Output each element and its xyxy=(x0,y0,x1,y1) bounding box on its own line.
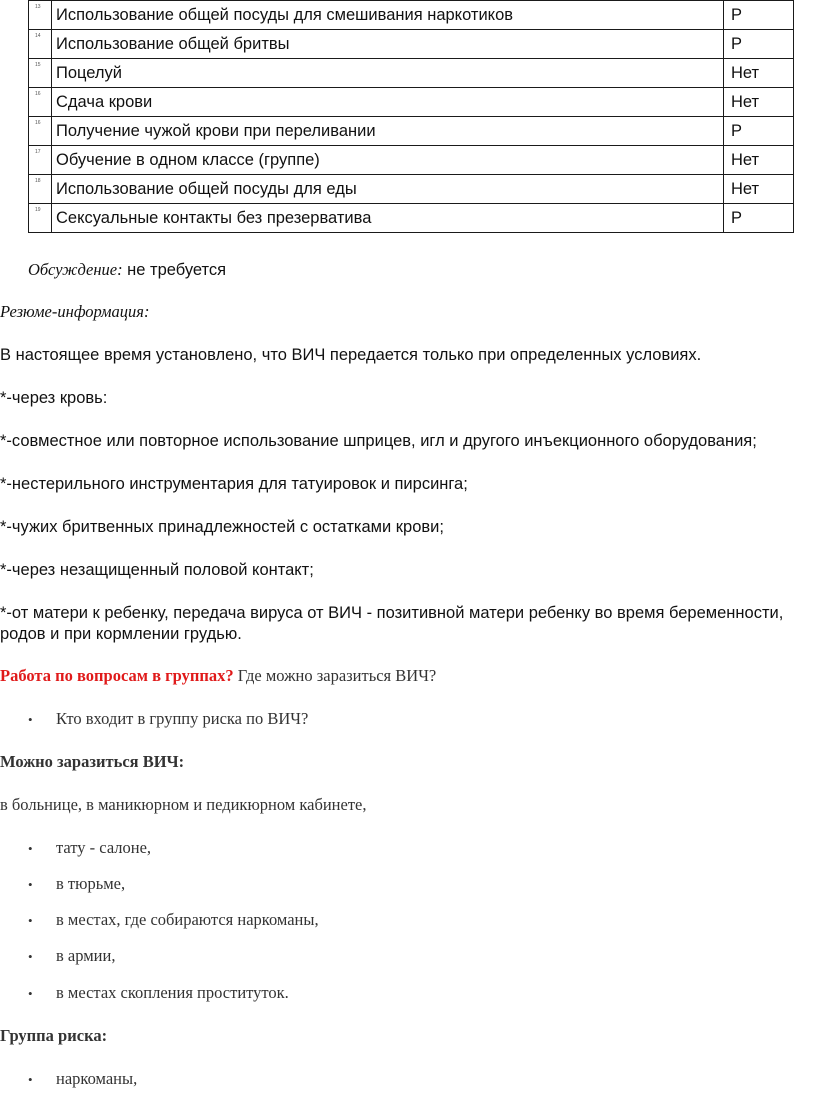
row-answer-cell: Нет xyxy=(724,59,794,88)
risk-heading: Группа риска: xyxy=(0,1026,108,1045)
infect-list-item: тату - салоне, xyxy=(56,838,152,857)
transmission-item: *-чужих бритвенных принадлежностей с остатками крови; xyxy=(0,518,444,536)
row-number: 15 xyxy=(35,62,41,68)
row-number: 17 xyxy=(35,149,41,155)
mother-transmission-line1: *-от матери к ребенку, передача вируса от ВИЧ - позитивной матери ребенку во время беременности, xyxy=(0,604,784,622)
table-row xyxy=(29,1,794,30)
bullet-icon: • xyxy=(28,949,33,964)
group-work-label: Работа по вопросам в группах? xyxy=(0,666,234,685)
row-number-cell xyxy=(29,59,52,88)
discussion-label: Обсуждение: xyxy=(28,260,123,279)
row-number: 19 xyxy=(35,207,41,213)
risk-list-item: наркоманы, xyxy=(56,1069,138,1088)
summary-label-text: Резюме-информация: xyxy=(0,302,150,321)
row-text-cell: Использование общей посуды для еды xyxy=(52,175,724,204)
infect-heading: Можно заразиться ВИЧ: xyxy=(0,752,185,771)
row-answer-cell: Р xyxy=(724,117,794,146)
row-text-cell: Использование общей бритвы xyxy=(52,30,724,59)
infect-intro: в больнице, в маникюрном и педикюрном кабинете, xyxy=(0,795,367,814)
row-answer-cell: Р xyxy=(724,1,794,30)
row-number-cell xyxy=(29,146,52,175)
table-row xyxy=(29,59,794,88)
group-work-question: Где можно заразиться ВИЧ? xyxy=(233,666,437,685)
discussion-value: не требуется xyxy=(122,261,227,279)
row-text-cell: Сексуальные контакты без презерватива xyxy=(52,204,724,233)
summary-label xyxy=(0,302,149,322)
bullet-icon: • xyxy=(28,877,33,892)
table-row xyxy=(29,204,794,233)
row-text-cell: Получение чужой крови при переливании xyxy=(52,117,724,146)
row-number-cell xyxy=(29,117,52,146)
bullet-icon: • xyxy=(28,712,33,727)
table-row xyxy=(29,88,794,117)
table-row xyxy=(29,175,794,204)
row-number: 16 xyxy=(35,91,41,97)
infect-list-item: в тюрьме, xyxy=(56,874,126,893)
row-number-cell xyxy=(29,204,52,233)
row-number: 13 xyxy=(35,4,41,10)
row-text-cell: Обучение в одном классе (группе) xyxy=(52,146,724,175)
intro-paragraph: В настоящее время установлено, что ВИЧ передается только при определенных условиях. xyxy=(0,346,702,364)
bullet-icon: • xyxy=(28,913,33,928)
transmission-item: *-через незащищенный половой контакт; xyxy=(0,561,314,579)
row-number: 14 xyxy=(35,33,41,39)
row-number-cell xyxy=(29,175,52,204)
row-answer-cell: Нет xyxy=(724,146,794,175)
mother-transmission-line2: родов и при кормлении грудью. xyxy=(0,625,242,643)
row-answer-cell: Нет xyxy=(724,88,794,117)
row-number-cell xyxy=(29,30,52,59)
row-text-cell: Поцелуй xyxy=(52,59,724,88)
row-number-cell xyxy=(29,88,52,117)
risk-question: Кто входит в группу риска по ВИЧ? xyxy=(56,709,309,728)
bullet-icon: • xyxy=(28,986,33,1001)
row-number-cell xyxy=(29,1,52,30)
row-number: 16 xyxy=(35,120,41,126)
transmission-item: *-совместное или повторное использование шприцев, игл и другого инъекционного оборудования; xyxy=(0,432,757,450)
row-text-cell: Сдача крови xyxy=(52,88,724,117)
row-answer-cell: Нет xyxy=(724,175,794,204)
row-number: 18 xyxy=(35,178,41,184)
table-row xyxy=(29,146,794,175)
discussion-line xyxy=(28,260,226,280)
transmission-table xyxy=(28,0,794,233)
bullet-icon: • xyxy=(28,1072,33,1087)
infect-list-item: в местах, где собираются наркоманы, xyxy=(56,910,319,929)
transmission-item: *-нестерильного инструментария для татуировок и пирсинга; xyxy=(0,475,468,493)
group-work-line xyxy=(0,666,436,686)
table-row xyxy=(29,30,794,59)
bullet-icon: • xyxy=(28,841,33,856)
row-answer-cell: Р xyxy=(724,204,794,233)
infect-list-item: в армии, xyxy=(56,946,116,965)
table-row xyxy=(29,117,794,146)
row-answer-cell: Р xyxy=(724,30,794,59)
transmission-item: *-через кровь: xyxy=(0,389,108,407)
row-text-cell: Использование общей посуды для смешивания наркотиков xyxy=(52,1,724,30)
infect-list-item: в местах скопления проституток. xyxy=(56,983,289,1002)
